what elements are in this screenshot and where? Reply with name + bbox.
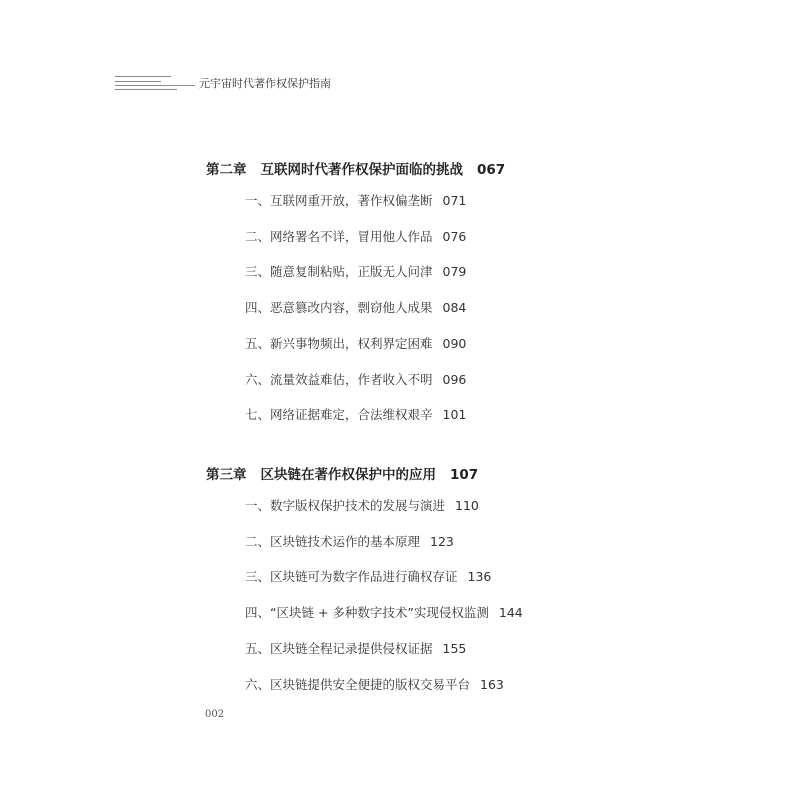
- toc-entry-title: 一、数字版权保护技术的发展与演进: [245, 498, 446, 513]
- toc-entry-page: 144: [498, 605, 523, 621]
- toc-entry-title: 六、区块链提供安全便捷的版权交易平台: [245, 676, 471, 692]
- toc-entry-title: 四、恶意篡改内容，剽窃他人成果: [245, 300, 433, 316]
- toc-entry-title: 四、“区块链 + 多种数字技术”实现侵权监测: [245, 605, 489, 621]
- toc-entry[interactable]: [245, 639, 466, 657]
- toc-entry-page: 101: [442, 407, 467, 423]
- toc-entry-page: 136: [467, 569, 492, 585]
- toc-entry-page: 071: [442, 193, 467, 208]
- chapter-page-number: 067: [477, 162, 506, 178]
- toc-entry[interactable]: [245, 227, 466, 245]
- toc-entry[interactable]: [245, 191, 466, 209]
- toc-entry-page: 076: [442, 228, 467, 244]
- toc-entry[interactable]: [245, 496, 479, 514]
- toc-entry[interactable]: [245, 370, 466, 388]
- chapter-number: 第三章: [206, 467, 247, 483]
- toc-entry-page: 155: [442, 640, 467, 656]
- toc-entry-title: 三、区块链可为数字作品进行确权存证: [245, 569, 458, 585]
- toc-entry[interactable]: [245, 603, 523, 621]
- toc-entry-title: 七、网络证据难定，合法维权艰辛: [245, 407, 433, 423]
- chapter-number: 第二章: [206, 162, 247, 178]
- toc-entry-page: 090: [442, 335, 467, 351]
- toc-entry[interactable]: [245, 298, 466, 316]
- chapter-title: 互联网时代著作权保护面临的挑战: [260, 162, 463, 178]
- toc-entry-page: 096: [442, 371, 467, 387]
- toc-entry-title: 一、互联网重开放，著作权偏垄断: [245, 193, 433, 208]
- toc-entry-page: 084: [442, 300, 467, 316]
- toc-entry-title: 六、流量效益难估，作者收入不明: [245, 371, 433, 387]
- toc-entry-title: 二、区块链技术运作的基本原理: [245, 533, 421, 549]
- toc-entry-page: 163: [480, 676, 504, 692]
- book-title: 元宇宙时代著作权保护指南: [199, 77, 331, 90]
- toc-entry-page: 110: [455, 498, 479, 513]
- toc-entry[interactable]: [245, 675, 504, 693]
- page-number: 002: [205, 709, 225, 720]
- toc-entry-title: 二、网络署名不详，冒用他人作品: [245, 228, 433, 244]
- toc-entry[interactable]: [245, 532, 454, 550]
- toc-entry[interactable]: [245, 567, 491, 585]
- toc-entry-title: 五、区块链全程记录提供侵权证据: [245, 640, 433, 656]
- toc-entry-page: 079: [442, 264, 467, 280]
- toc-entry-page: 123: [430, 533, 454, 549]
- header-rule-lines: [115, 73, 195, 93]
- chapter-heading[interactable]: [206, 463, 478, 483]
- chapter-page-number: 107: [450, 467, 479, 483]
- toc-entry[interactable]: [245, 262, 466, 280]
- toc-entry-title: 三、随意复制粘贴，正版无人问津: [245, 264, 433, 280]
- toc-entry[interactable]: [245, 334, 466, 352]
- toc-entry[interactable]: [245, 405, 466, 423]
- chapter-title: 区块链在著作权保护中的应用: [260, 467, 436, 483]
- toc-entry-title: 五、新兴事物频出，权利界定困难: [245, 335, 433, 351]
- chapter-heading[interactable]: [206, 158, 505, 178]
